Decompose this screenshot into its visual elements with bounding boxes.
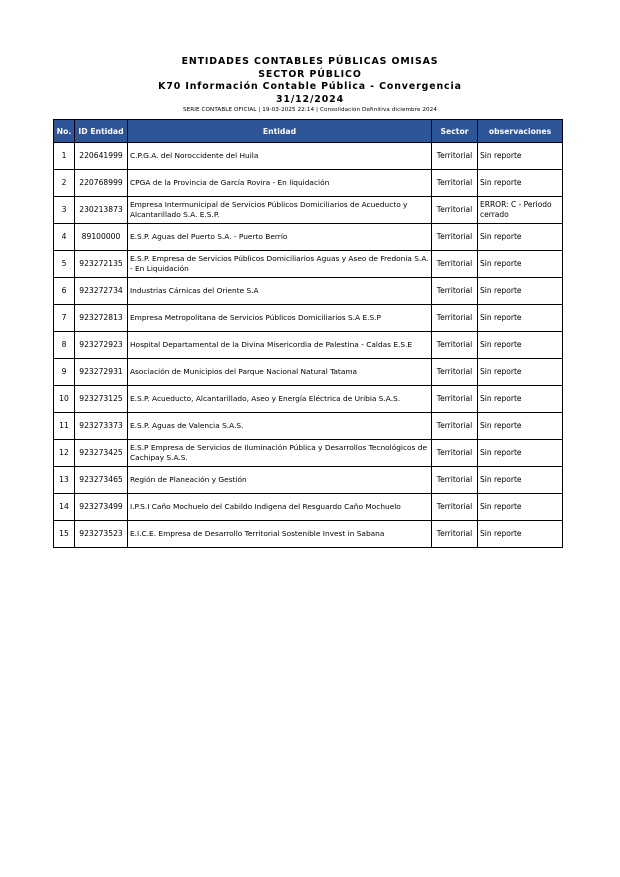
row-number: 7	[54, 305, 75, 332]
entity-observation: Sin reporte	[478, 494, 563, 521]
report-header	[0, 56, 620, 114]
entity-id: 923273373	[75, 413, 128, 440]
entity-name: E.S.P. Empresa de Servicios Públicos Domiciliarios Aguas y Aseo de Fredonia S.A. - En Liquidación	[128, 251, 432, 278]
entity-id: 220768999	[75, 170, 128, 197]
entity-name: E.S.P Empresa de Servicios de Iluminación Pública y Desarrollos Tecnológicos de Cachipay S.A.S.	[128, 440, 432, 467]
table-row	[54, 224, 563, 251]
row-number: 10	[54, 386, 75, 413]
entity-observation: Sin reporte	[478, 224, 563, 251]
entity-sector: Territorial	[432, 332, 478, 359]
report-sector: SECTOR PÚBLICO	[258, 68, 362, 80]
table-row	[54, 413, 563, 440]
table-body	[54, 143, 563, 548]
entity-sector: Territorial	[432, 413, 478, 440]
table-row	[54, 386, 563, 413]
entities-table	[53, 119, 563, 548]
entity-name: E.S.P. Aguas de Valencia S.A.S.	[128, 413, 432, 440]
row-number: 8	[54, 332, 75, 359]
entity-observation: Sin reporte	[478, 440, 563, 467]
entity-sector: Territorial	[432, 170, 478, 197]
row-number: 3	[54, 197, 75, 224]
entity-observation: Sin reporte	[478, 251, 563, 278]
table-header-row	[54, 120, 563, 143]
entity-name: Empresa Intermunicipal de Servicios Públicos Domiciliarios de Acueducto y Alcantarillado S.A. E.S.P.	[128, 197, 432, 224]
row-number: 6	[54, 278, 75, 305]
row-number: 14	[54, 494, 75, 521]
table-row	[54, 143, 563, 170]
table-row	[54, 305, 563, 332]
entity-id: 923272931	[75, 359, 128, 386]
entity-id: 923272734	[75, 278, 128, 305]
entity-observation: Sin reporte	[478, 305, 563, 332]
entity-name: E.I.C.E. Empresa de Desarrollo Territorial Sostenible Invest in Sabana	[128, 521, 432, 548]
entity-sector: Territorial	[432, 197, 478, 224]
entity-name: E.S.P. Aguas del Puerto S.A. - Puerto Berrío	[128, 224, 432, 251]
entity-name: E.S.P. Acueducto, Alcantarillado, Aseo y Energía Eléctrica de Uribia S.A.S.	[128, 386, 432, 413]
row-number: 13	[54, 467, 75, 494]
entity-observation: Sin reporte	[478, 143, 563, 170]
entity-sector: Territorial	[432, 278, 478, 305]
entity-observation: Sin reporte	[478, 170, 563, 197]
table-row	[54, 521, 563, 548]
entity-sector: Territorial	[432, 143, 478, 170]
row-number: 2	[54, 170, 75, 197]
entity-name: C.P.G.A. del Noroccidente del Huila	[128, 143, 432, 170]
row-number: 12	[54, 440, 75, 467]
entity-sector: Territorial	[432, 359, 478, 386]
entity-name: CPGA de la Provincia de García Rovira - En liquidación	[128, 170, 432, 197]
entity-id: 923272135	[75, 251, 128, 278]
entity-observation: Sin reporte	[478, 413, 563, 440]
entity-observation: Sin reporte	[478, 521, 563, 548]
entity-name: Industrias Cárnicas del Oriente S.A	[128, 278, 432, 305]
table-row	[54, 332, 563, 359]
table-row	[54, 278, 563, 305]
entity-sector: Territorial	[432, 305, 478, 332]
entity-name: Empresa Metropolitana de Servicios Públicos Domiciliarios S.A E.S.P	[128, 305, 432, 332]
row-number: 5	[54, 251, 75, 278]
entity-observation: Sin reporte	[478, 332, 563, 359]
table-row	[54, 440, 563, 467]
entity-sector: Territorial	[432, 467, 478, 494]
table-row	[54, 359, 563, 386]
entity-sector: Territorial	[432, 440, 478, 467]
report-date: 31/12/2024	[275, 93, 345, 105]
column-header-id: ID Entidad	[75, 120, 128, 143]
column-header-no: No.	[54, 120, 75, 143]
table-row	[54, 251, 563, 278]
row-number: 1	[54, 143, 75, 170]
row-number: 15	[54, 521, 75, 548]
entity-id: 923273465	[75, 467, 128, 494]
entity-sector: Territorial	[432, 386, 478, 413]
table-row	[54, 467, 563, 494]
entity-name: Asociación de Municipios del Parque Nacional Natural Tatama	[128, 359, 432, 386]
entity-id: 923273523	[75, 521, 128, 548]
row-number: 9	[54, 359, 75, 386]
column-header-observaciones: observaciones	[478, 120, 563, 143]
column-header-entidad: Entidad	[128, 120, 432, 143]
entity-sector: Territorial	[432, 224, 478, 251]
entity-observation: ERROR: C - Periodo cerrado	[478, 197, 563, 224]
entity-observation: Sin reporte	[478, 359, 563, 386]
row-number: 4	[54, 224, 75, 251]
entity-name: Región de Planeación y Gestión	[128, 467, 432, 494]
report-category: K70 Información Contable Pública - Convergencia	[158, 81, 462, 92]
entity-name: Hospital Departamental de la Divina Misericordia de Palestina - Caldas E.S.E	[128, 332, 432, 359]
entity-observation: Sin reporte	[478, 278, 563, 305]
entity-id: 230213873	[75, 197, 128, 224]
entity-observation: Sin reporte	[478, 467, 563, 494]
report-series-info: SERIE CONTABLE OFICIAL | 19-03-2025 22:14 | Consolidación Definitiva diciembre 2024	[183, 107, 437, 113]
entity-id: 923273425	[75, 440, 128, 467]
entity-sector: Territorial	[432, 251, 478, 278]
entity-id: 89100000	[75, 224, 128, 251]
report-title: ENTIDADES CONTABLES PÚBLICAS OMISAS	[181, 56, 439, 67]
column-header-sector: Sector	[432, 120, 478, 143]
entity-sector: Territorial	[432, 521, 478, 548]
entity-id: 923272813	[75, 305, 128, 332]
entity-id: 923273125	[75, 386, 128, 413]
entity-name: I.P.S.I Caño Mochuelo del Cabildo Indigena del Resguardo Caño Mochuelo	[128, 494, 432, 521]
entity-sector: Territorial	[432, 494, 478, 521]
table-row	[54, 494, 563, 521]
entity-id: 923272923	[75, 332, 128, 359]
table-row	[54, 197, 563, 224]
table-row	[54, 170, 563, 197]
entity-id: 923273499	[75, 494, 128, 521]
entity-observation: Sin reporte	[478, 386, 563, 413]
row-number: 11	[54, 413, 75, 440]
entity-id: 220641999	[75, 143, 128, 170]
